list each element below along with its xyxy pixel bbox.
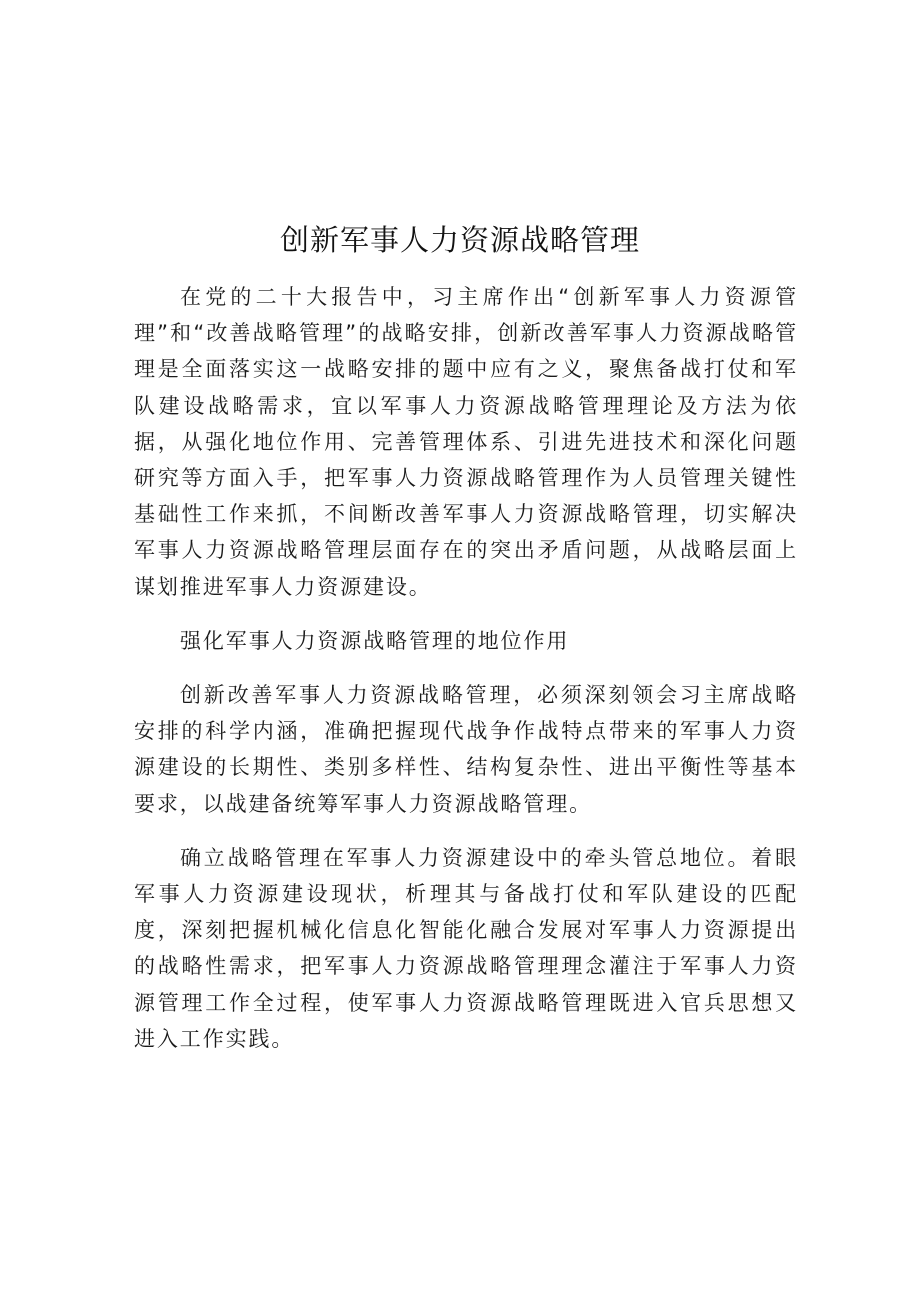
paragraph-section-2: 确立战略管理在军事人力资源建设中的牵头管总地位。着眼军事人力资源建设现状，析理其与备战打仗和军队建设的匹配度，深刻把握机械化信息化智能化融合发展对军事人力资源提出的战略性需求，把军事人力资源战略管理理念灌注于军事人力资源管理工作全过程，使军事人力资源战略管理既进入官兵思想又进入工作实践。 <box>134 845 798 1051</box>
document-title: 创新军事人力资源战略管理 <box>279 223 640 257</box>
document-body <box>134 279 798 1057</box>
paragraph-intro: 在党的二十大报告中，习主席作出“创新军事人力资源管理”和“改善战略管理”的战略安排，创新改善军事人力资源战略管理是全面落实这一战略安排的题中应有之义，聚焦备战打仗和军队建设战略需求，宜以军事人力资源战略管理理论及方法为依据，从强化地位作用、完善管理体系、引进先进技术和深化问题研究等方面入手，把军事人力资源战略管理作为人员管理关键性基础性工作来抓，不间断改善军事人力资源战略管理，切实解决军事人力资源战略管理层面存在的突出矛盾问题，从战略层面上谋划推进军事人力资源建设。 <box>134 285 798 599</box>
section-heading: 强化军事人力资源战略管理的地位作用 <box>180 628 570 653</box>
paragraph-section-1: 创新改善军事人力资源战略管理，必须深刻领会习主席战略安排的科学内涵，准确把握现代战争作战特点带来的军事人力资源建设的长期性、类别多样性、结构复杂性、进出平衡性等基本要求，以战建备统筹军事人力资源战略管理。 <box>134 683 798 816</box>
